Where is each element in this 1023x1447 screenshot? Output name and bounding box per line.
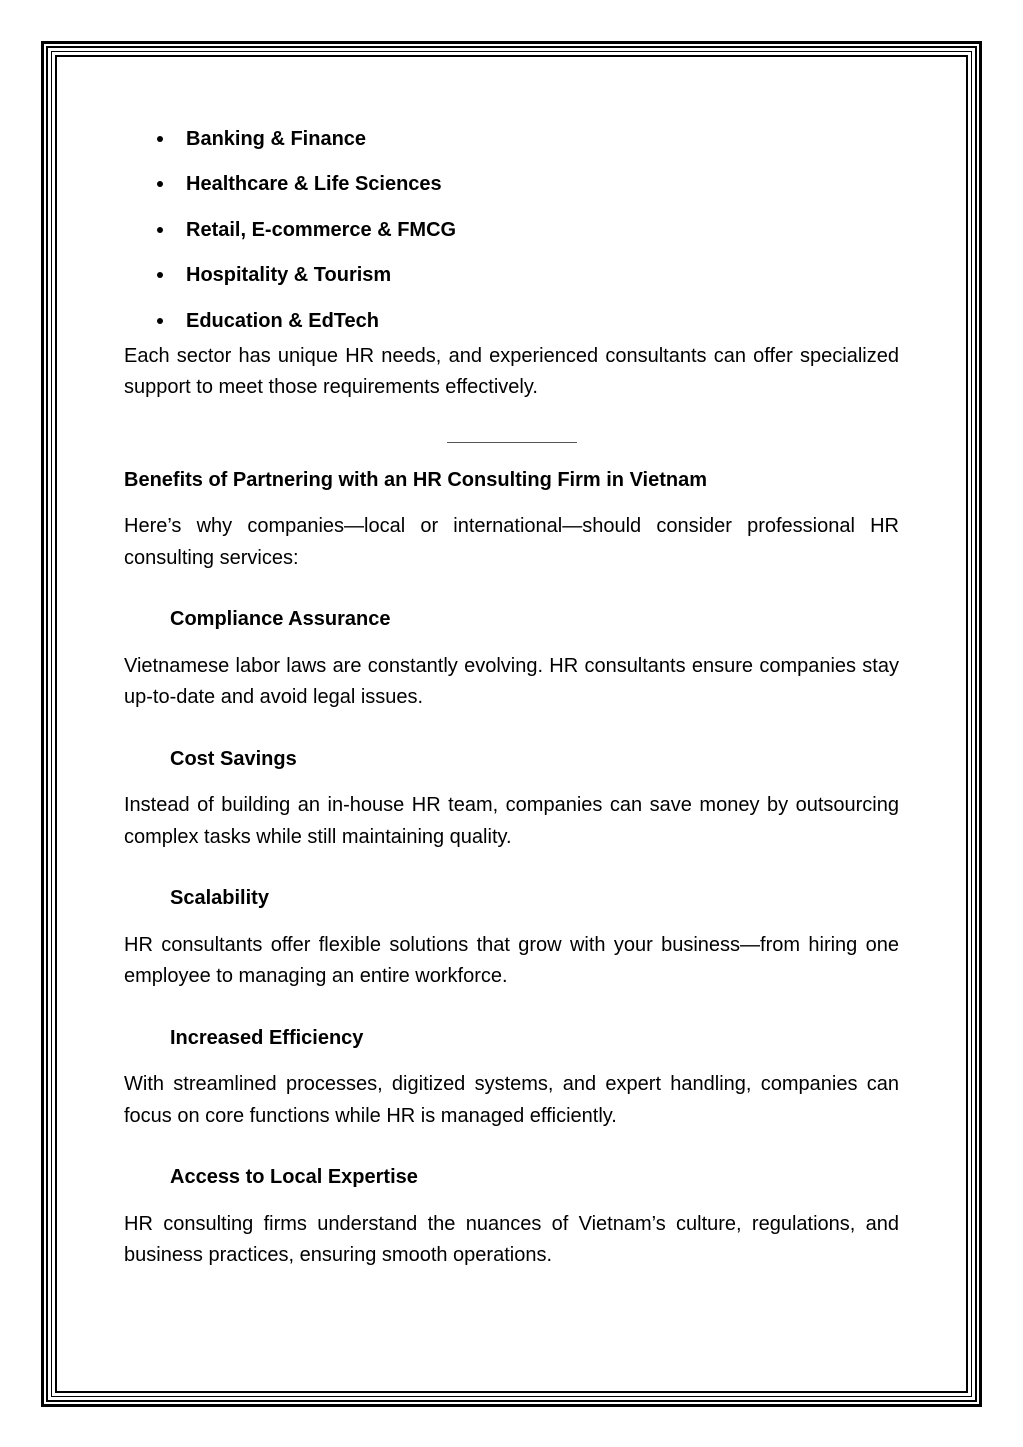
benefit-title: Increased Efficiency xyxy=(170,1026,364,1049)
sector-label: Healthcare & Life Sciences xyxy=(186,173,442,196)
sector-label: Banking & Finance xyxy=(186,128,367,150)
benefit-text: HR consulting firms understand the nuances of Vietnam’s culture, regulations, and business practices, ensuring smooth operations. xyxy=(124,1212,899,1267)
sector-label: Education & EdTech xyxy=(186,309,379,332)
bullet-icon xyxy=(157,318,163,324)
benefit-title: Compliance Assurance xyxy=(170,608,391,631)
list-item xyxy=(124,302,899,347)
sector-note: Each sector has unique HR needs, and experienced consultants can offer specialized support to meet those requirements effectively. xyxy=(124,344,899,399)
bullet-icon xyxy=(157,227,163,233)
benefit-text: With streamlined processes, digitized systems, and expert handling, companies can focus on core functions while HR is managed efficiently. xyxy=(124,1073,899,1127)
bullet-icon xyxy=(157,136,163,142)
bullet-icon xyxy=(157,272,163,278)
benefit-text: Vietnamese labor laws are constantly evolving. HR consultants ensure companies stay up-to-date and avoid legal issues. xyxy=(124,654,899,709)
benefit-text: HR consultants offer flexible solutions that grow with your business—from hiring one employee to managing an entire workforce. xyxy=(124,933,899,988)
section-intro: Here’s why companies—local or international—should consider professional HR consulting services: xyxy=(124,515,899,569)
sector-label: Retail, E-commerce & FMCG xyxy=(186,218,457,241)
benefit-title: Access to Local Expertise xyxy=(170,1166,418,1189)
sector-label: Hospitality & Tourism xyxy=(186,264,392,287)
document-body xyxy=(124,120,899,1272)
section-heading: Benefits of Partnering with an HR Consulting Firm in Vietnam xyxy=(124,468,708,491)
list-item xyxy=(124,256,899,301)
list-item xyxy=(124,211,899,256)
benefit-title: Cost Savings xyxy=(170,747,297,770)
list-item xyxy=(124,165,899,210)
bullet-icon xyxy=(157,181,163,187)
sector-list xyxy=(124,120,899,347)
benefit-text: Instead of building an in-house HR team, companies can save money by outsourcing complex tasks while still maintaining quality. xyxy=(124,794,899,848)
list-item xyxy=(124,120,899,165)
benefit-title: Scalability xyxy=(170,887,269,910)
section-divider xyxy=(447,442,577,443)
